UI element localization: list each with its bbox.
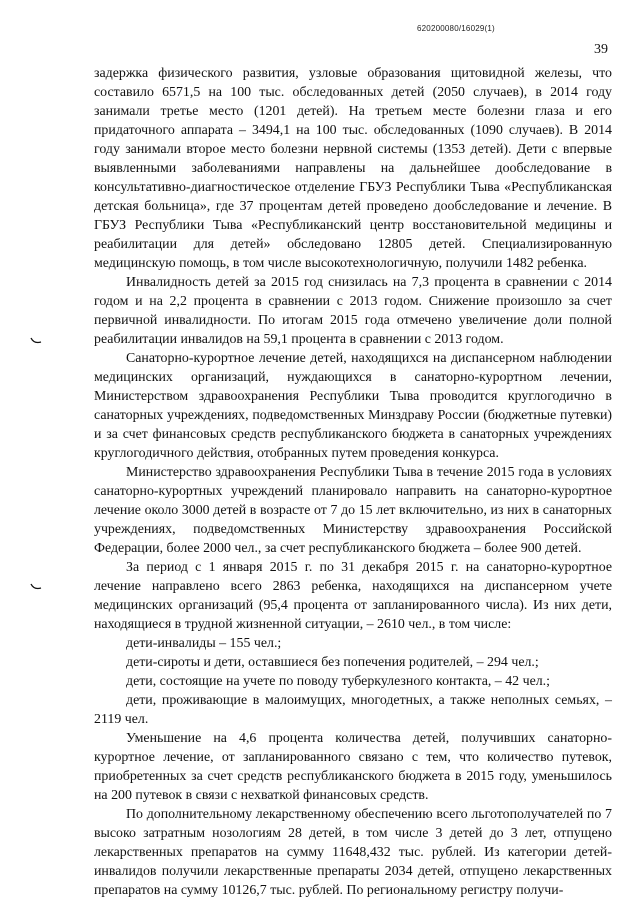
paragraph: Инвалидность детей за 2015 год снизилась на 7,3 процента в сравнении с 2014 годом и на 2,2 процента в сравнении с 2013 годом. Снижение произошло за счет первичной инвалидности. По итогам 2015 года отмечено увеличение доли полной реабилитации инвалидов на 59,1 процента в сравнении с 2013 годом. bbox=[94, 275, 612, 347]
paragraph: За период с 1 января 2015 г. по 31 декабря 2015 г. на санаторно-курортное лечение направлено всего 2863 ребенка, находящихся на диспансерном учете медицинских организаций (95,4 процента от запланированного числа). Из них дети, находящиеся в трудной жизненной ситуации, – 2610 чел., в том числе: bbox=[94, 560, 612, 632]
margin-tick-mark bbox=[30, 337, 42, 345]
paragraph: Санаторно-курортное лечение детей, находящихся на диспансерном наблюдении медицинских организаций, нуждающихся в санаторно-курортном лечении, Министерством здравоохранения Республики Тыва проводится круглогодично в санаторных учреждениях, подведомственных Минздраву России (бюджетные путевки) и за счет финансовых средств республиканского бюджета в санаторных учреждениях круглогодичного действия, отобранных путем проведения конкурса. bbox=[94, 351, 612, 461]
list-item: дети, состоящие на учете по поводу туберкулезного контакта, – 42 чел.; bbox=[126, 674, 551, 689]
paragraph: Уменьшение на 4,6 процента количества детей, получивших санаторно-курортное лечение, от запланированного связано с тем, что количество путевок, приобретенных за счет средств республиканского бюджета в 2015 году, уменьшилось на 200 путевок в связи с нехваткой финансовых средств. bbox=[94, 731, 612, 803]
list-item: дети-сироты и дети, оставшиеся без попечения родителей, – 294 чел.; bbox=[126, 655, 539, 670]
paragraph: По дополнительному лекарственному обеспечению всего льготополучателей по 7 высоко затратным нозологиям 28 детей, в том числе 3 детей до 3 лет, отпущено лекарственных препаратов на сумму 11648,432 тыс. рублей. Из категории детей-инвалидов получили лекарственные препараты 2034 детей, отпущено лекарственных препаратов на сумму 10126,7 тыс. рублей. По региональному регистру получи- bbox=[94, 807, 612, 898]
paragraph: задержка физического развития, узловые образования щитовидной железы, что составило 6571,5 на 100 тыс. обследованных детей (2050 случаев), в 2014 году занимали третье место (1201 детей). На третьем месте болезни глаза и его придаточного аппарата – 3494,1 на 100 тыс. обследованных (1090 случаев). В 2014 году занимали второе место болезни нервной системы (1353 детей). Дети с впервые выявленными заболеваниями направлены на дальнейшее дообследование в консультативно-диагностическое отделение ГБУЗ Республики Тыва «Республиканская детская больница», где 37 процентам детей проведено дообследование и лечение. В ГБУЗ Республики Тыва «Республиканский центр восстановительной медицины и реабилитации для детей» обследовано 12805 детей. Специализированную медицинскую помощь, в том числе высокотехнологичную, получили 1482 ребенка. bbox=[94, 66, 612, 271]
list-item: дети-инвалиды – 155 чел.; bbox=[126, 636, 282, 651]
list-item: дети, проживающие в малоимущих, многодетных, а также неполных семьях, – 2119 чел. bbox=[94, 693, 612, 727]
document-body bbox=[94, 64, 612, 900]
paragraph: Министерство здравоохранения Республики Тыва в течение 2015 года в условиях санаторно-курортных учреждений планировало направить на санаторно-курортное лечение около 3000 детей в возрасте от 7 до 15 лет включительно, из них в санаторных учреждениях, подведомственных Министерству здравоохранения Российской Федерации, более 2000 чел., за счет республиканского бюджета – более 900 детей. bbox=[94, 465, 612, 556]
document-id: 620200080/16029(1) bbox=[417, 24, 495, 33]
page-number: 39 bbox=[594, 42, 608, 57]
margin-tick-mark bbox=[30, 583, 42, 591]
